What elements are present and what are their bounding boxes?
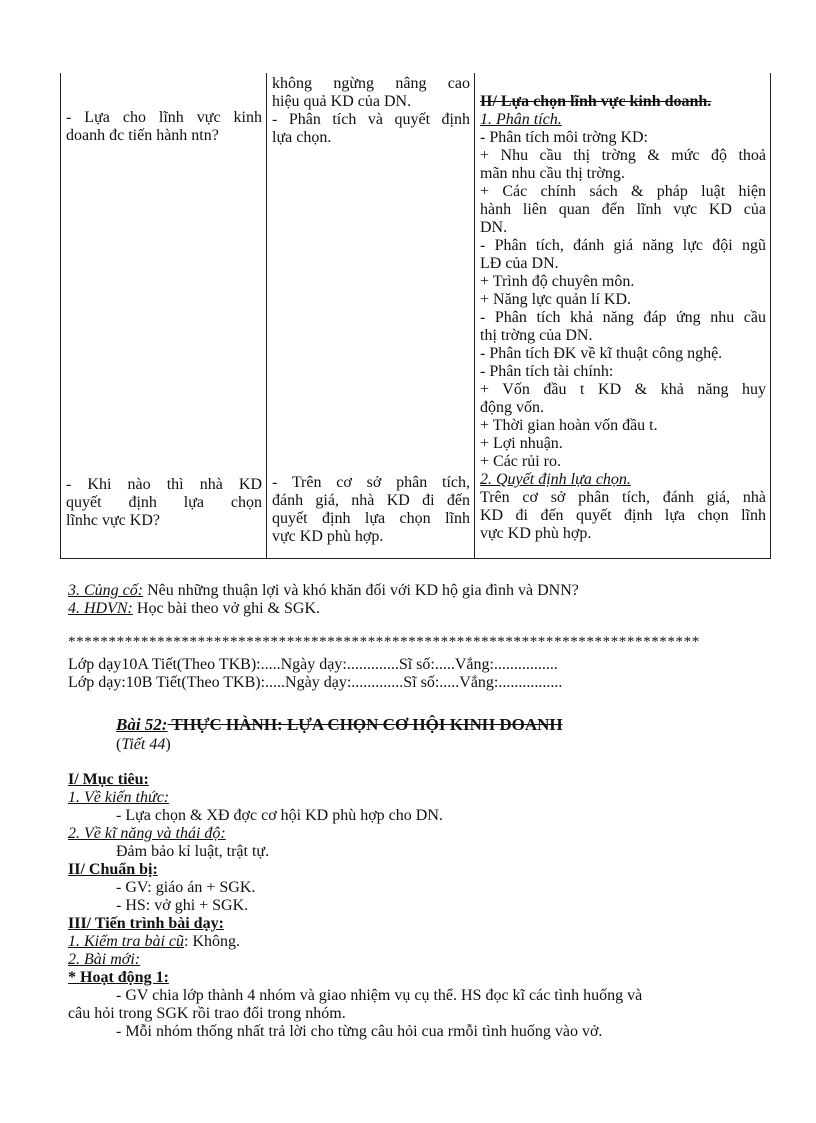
process-heading: III/ Tiến trình bài dạy: [68,915,224,932]
separator-stars: ****************************************************************************** [68,634,700,650]
content-line: mãn nhu cầu thị trờng. [480,165,625,182]
question-2-line-2: quyết định lựa chọn [66,494,262,511]
question-1-line-1: - Lựa cho lĩnh vực kinh [66,109,262,126]
homework-text: Học bài theo vở ghi & SGK. [132,600,320,617]
consolidation [68,582,579,600]
check-label: 1. Kiểm tra bài cũ [68,933,184,950]
answers-column [267,73,475,559]
answer-line-5: - Trên cơ sở phân tích, [272,474,470,491]
answer-line-2: hiệu quả KD của DN. [272,93,412,110]
question-2-line-1: - Khi nào thì nhà KD [66,476,262,493]
content-line: - Phân tích khả năng đáp ứng nhu cầu [480,309,766,326]
skills-heading: 2. Về kĩ năng và thái độ: [68,825,226,842]
knowledge-heading [68,789,169,807]
content-line: DN. [480,219,508,236]
answer-line-6: đánh giá, nhà KD đi đến [272,492,470,509]
content-line: + Thời gian hoàn vốn đầu t. [480,417,658,434]
consolidation-text: Nêu những thuận lợi và khó khăn đối với KD hộ gia đình và DNN? [143,582,579,599]
activity-paragraph-1b: câu hỏi trong SGK rồi trao đổi trong nhóm. [68,1005,346,1022]
closing-line-2: KD đi đến quyết định lựa chọn lĩnh [480,507,766,524]
content-line: - Phân tích môi trờng KD: [480,129,648,146]
class-line-10a: Lớp dạy10A Tiết(Theo TKB):.....Ngày dạy:.............Sĩ số:.....Vắng:................ [68,656,558,673]
content-line: - Phân tích tài chính: [480,363,614,380]
activity-paragraph-2: - Mỗi nhóm thống nhất trả lời cho từng câu hỏi cua rmỗi tình huống vào vở. [116,1023,603,1040]
answer-line-7: quyết định lựa chọn lĩnh [272,510,470,527]
check-text: : Không. [184,933,240,950]
answer-line-3: - Phân tích và quyết định [272,111,470,128]
lesson-number: Bài 52: [116,715,168,734]
lesson-period [116,736,171,754]
content-line: - Phân tích ĐK về kĩ thuật công nghệ. [480,345,723,362]
content-line: + Năng lực quản lí KD. [480,291,631,308]
question-2-line-3: lĩnhc vực KD? [66,512,160,529]
analysis-lines [480,129,766,471]
homework [68,600,320,618]
answer-line-4: lựa chọn. [272,129,332,146]
subsection-analysis: 1. Phân tích. [480,111,562,128]
lesson-title-line [116,716,563,734]
consolidation-label: 3. Củng cố: [68,582,144,599]
class-line-10b: Lớp dạy:10B Tiết(Theo TKB):.....Ngày dạy:.............Sĩ số:.....Vắng:................ [68,674,563,691]
activity-1-label: * Hoạt động 1: [68,969,169,986]
content-line: + Trình độ chuyên môn. [480,273,635,290]
content-line: + Các rủi ro. [480,453,561,470]
content-line: hành liên quan đến lĩnh vực KD của [480,201,766,218]
knowledge-text: - Lựa chọn & XĐ đợc cơ hội KD phù hợp cho DN. [116,807,443,824]
activity-paragraph-1a: - GV chia lớp thành 4 nhóm và giao nhiệm vụ cụ thể. HS đọc kĩ các tình huống và [116,987,643,1004]
preparation-heading: II/ Chuẩn bị: [68,861,158,878]
content-line: + Lợi nhuận. [480,435,563,452]
homework-label: 4. HDVN: [68,600,133,617]
period-close: ) [165,736,171,753]
lesson-title: THỰC HÀNH: LỰA CHỌN CƠ HỘI KINH DOANH [167,715,563,734]
closing-line-1: Trên cơ sở phân tích, đánh giá, nhà [480,489,766,506]
period-open: ( [116,736,122,753]
skills-text: Đảm bảo kỉ luật, trật tự. [116,843,270,860]
new-lesson-label: 2. Bài mới: [68,951,141,968]
content-line: LĐ của DN. [480,255,559,272]
content-line: động vốn. [480,399,544,416]
answer-line-8: vực KD phù hợp. [272,528,384,545]
content-line: - Phân tích, đánh giá năng lực đội ngũ [480,237,766,254]
subsection-decision: 2. Quyết định lựa chọn. [480,471,631,488]
closing-line-3: vực KD phù hợp. [480,525,592,542]
knowledge-colon: : [163,789,170,806]
content-line: + Nhu cầu thị trờng & mức độ thoả [480,147,766,164]
answer-line-1: không ngừng nâng cao [272,75,470,92]
section-2-heading: II/ Lựa chọn lĩnh vực kinh doanh. [480,93,712,110]
question-1-line-2: doanh đc tiến hành ntn? [66,127,219,144]
old-lesson-check [68,933,240,951]
preparation-student: - HS: vở ghi + SGK. [116,897,249,914]
content-column [475,73,771,559]
objectives-heading: I/ Mục tiêu: [68,771,149,788]
preparation-teacher: - GV: giáo án + SGK. [116,879,256,896]
period-text: Tiết 44 [121,736,166,753]
questions-column [61,73,267,559]
content-line: + Vốn đầu t KD & khả năng huy [480,381,766,398]
content-line: thị trờng của DN. [480,327,593,344]
knowledge-label: 1. Về kiến thức [68,789,164,806]
lesson-table [60,73,771,559]
content-line: + Các chính sách & pháp luật hiện [480,183,766,200]
